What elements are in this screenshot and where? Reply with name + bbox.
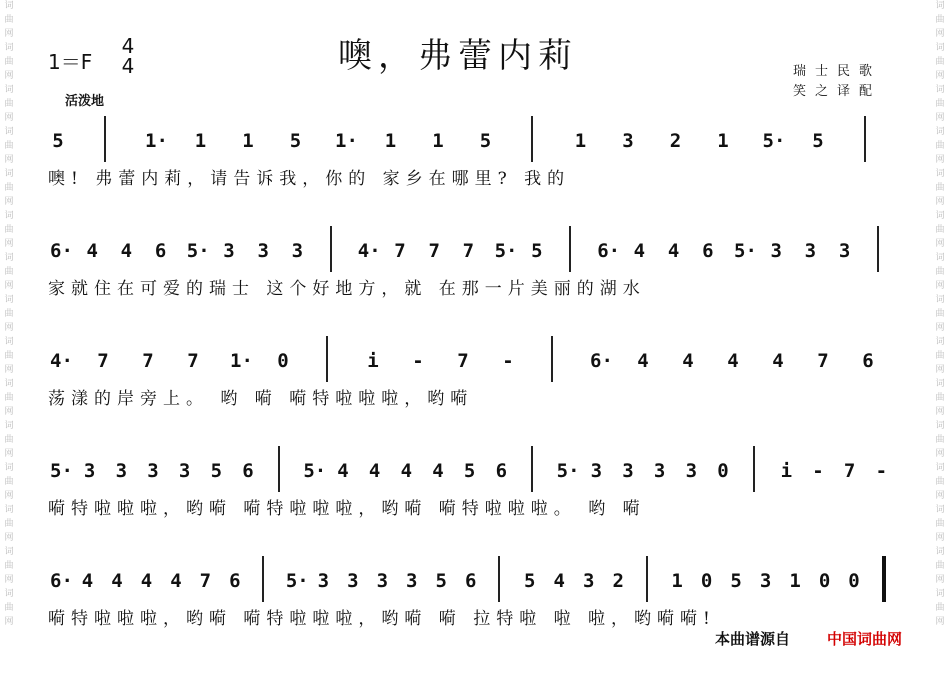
time-signature-bottom: 4 bbox=[121, 54, 135, 78]
watermark-char: 词 bbox=[935, 1, 945, 11]
watermark-char: 词 bbox=[4, 43, 14, 53]
watermark-char: 词 bbox=[935, 295, 945, 305]
watermark-char: 网 bbox=[4, 365, 14, 375]
watermark-char: 网 bbox=[935, 533, 945, 543]
note: 6· bbox=[597, 240, 621, 262]
note: 1 bbox=[432, 130, 444, 152]
note: 3 bbox=[347, 570, 359, 592]
note: 4 bbox=[170, 570, 182, 592]
note: 6 bbox=[242, 460, 254, 482]
lyrics-line: 家就住在可爱的瑞士 这个好地方，就 在那一片美丽的湖水 bbox=[48, 279, 646, 299]
note: 3 bbox=[376, 570, 389, 592]
barline bbox=[326, 336, 328, 382]
note: 1· bbox=[145, 130, 168, 152]
watermark-char: 词 bbox=[935, 253, 945, 263]
watermark-char: 曲 bbox=[4, 519, 14, 529]
watermark-char: 词 bbox=[4, 295, 14, 305]
watermark-char: 网 bbox=[935, 281, 945, 291]
watermark-char: 词 bbox=[935, 463, 945, 473]
note: 3 bbox=[83, 460, 96, 482]
note: 6 bbox=[495, 460, 508, 482]
barline bbox=[498, 556, 500, 602]
watermark-char: 词 bbox=[4, 463, 14, 473]
note: 4 bbox=[432, 460, 444, 482]
watermark-char: 词 bbox=[935, 337, 945, 347]
watermark-char: 网 bbox=[4, 71, 14, 81]
watermark-char: 网 bbox=[4, 29, 14, 39]
final-barline bbox=[882, 556, 886, 602]
barline bbox=[278, 446, 280, 492]
watermark-char: 网 bbox=[4, 617, 14, 627]
watermark-char: 网 bbox=[935, 113, 945, 123]
note: 5· bbox=[50, 460, 73, 482]
barline bbox=[330, 226, 332, 272]
note: 6 bbox=[465, 570, 477, 592]
barline bbox=[646, 556, 648, 602]
watermark-char: 曲 bbox=[4, 309, 14, 319]
note: 7 bbox=[199, 570, 212, 592]
lyrics-line: 嗬特啦啦啦，哟嗬 嗬特啦啦啦，哟嗬 嗬特啦啦啦。 哟 嗬 bbox=[48, 499, 646, 519]
note: 5 bbox=[812, 130, 824, 152]
note: 5 bbox=[289, 130, 302, 152]
note: 6· bbox=[50, 570, 73, 592]
note: 1 bbox=[242, 130, 254, 152]
note: 6 bbox=[154, 240, 167, 262]
note: 6 bbox=[229, 570, 241, 592]
note: 3 bbox=[115, 460, 128, 482]
watermark-char: 曲 bbox=[4, 15, 14, 25]
source-note: 本曲谱源自 bbox=[715, 630, 791, 648]
note: 4 bbox=[633, 240, 646, 262]
watermark-char: 曲 bbox=[935, 435, 945, 445]
watermark-char: 网 bbox=[4, 575, 14, 585]
watermark-char: 网 bbox=[4, 323, 14, 333]
note: 3 bbox=[257, 240, 269, 262]
watermark-char: 网 bbox=[4, 449, 14, 459]
watermark-char: 网 bbox=[935, 239, 945, 249]
watermark-char: 词 bbox=[4, 337, 14, 347]
note: 5· bbox=[494, 240, 518, 262]
watermark-char: 词 bbox=[935, 211, 945, 221]
note: 3 bbox=[291, 240, 304, 262]
note: 7 bbox=[457, 350, 469, 372]
note: 4 bbox=[682, 350, 694, 372]
watermark-char: 词 bbox=[935, 379, 945, 389]
note: - bbox=[812, 460, 824, 482]
note: 4 bbox=[772, 350, 784, 372]
note: i bbox=[367, 350, 379, 372]
note: 3 bbox=[223, 240, 235, 262]
note: 3 bbox=[406, 570, 418, 592]
watermark-char: 曲 bbox=[4, 435, 14, 445]
watermark-char: 曲 bbox=[4, 225, 14, 235]
note: 5· bbox=[762, 130, 786, 152]
note: 0 bbox=[717, 460, 729, 482]
note: 6 bbox=[862, 350, 874, 372]
note: 1· bbox=[335, 130, 358, 152]
note: 6· bbox=[50, 240, 73, 262]
note: 7 bbox=[462, 240, 475, 262]
watermark-char: 曲 bbox=[4, 183, 14, 193]
note: 1 bbox=[789, 570, 801, 592]
note: 7 bbox=[97, 350, 109, 372]
watermark-char: 曲 bbox=[4, 477, 14, 487]
watermark-char: 词 bbox=[935, 589, 945, 599]
watermark-char: 曲 bbox=[935, 57, 945, 67]
note: 4· bbox=[357, 240, 381, 262]
note: 3 bbox=[622, 130, 634, 152]
note: 4 bbox=[86, 240, 98, 262]
note: 7 bbox=[817, 350, 829, 372]
watermark-char: 网 bbox=[935, 575, 945, 585]
site-name: 中国词曲网 bbox=[827, 630, 903, 648]
lyrics-line: 嗬特啦啦啦，哟嗬 嗬特啦啦啦，哟嗬 嗬 拉特啦 啦 啦，哟嗬嗬! bbox=[48, 609, 716, 629]
watermark-char: 曲 bbox=[4, 603, 14, 613]
watermark-char: 网 bbox=[935, 155, 945, 165]
note: 5 bbox=[210, 460, 223, 482]
note: 4 bbox=[727, 350, 739, 372]
watermark-char: 词 bbox=[4, 589, 14, 599]
watermark-char: 词 bbox=[935, 85, 945, 95]
lyrics-line: 噢! 弗蕾内莉，请告诉我，你的 家乡在哪里? 我的 bbox=[48, 169, 571, 189]
watermark-char: 曲 bbox=[4, 99, 14, 109]
note: - bbox=[412, 350, 424, 372]
watermark-char: 曲 bbox=[935, 267, 945, 277]
watermark-char: 词 bbox=[4, 169, 14, 179]
note: 3 bbox=[178, 460, 191, 482]
watermark-char: 曲 bbox=[4, 57, 14, 67]
note: 4 bbox=[368, 460, 381, 482]
note: 4 bbox=[667, 240, 680, 262]
watermark-char: 曲 bbox=[935, 477, 945, 487]
note: 4 bbox=[81, 570, 94, 592]
watermark-char: 曲 bbox=[4, 561, 14, 571]
watermark-char: 词 bbox=[4, 421, 14, 431]
note: 1 bbox=[194, 130, 207, 152]
time-signature bbox=[120, 36, 136, 76]
watermark-char: 词 bbox=[935, 127, 945, 137]
note: 5· bbox=[303, 460, 327, 482]
credit-origin: 瑞士民歌 bbox=[793, 64, 882, 79]
right-watermark bbox=[933, 0, 947, 630]
watermark-char: 网 bbox=[935, 197, 945, 207]
note: 5 bbox=[463, 460, 476, 482]
note: 1 bbox=[671, 570, 683, 592]
note: 3 bbox=[804, 240, 817, 262]
note: 2 bbox=[669, 130, 682, 152]
barline bbox=[551, 336, 553, 382]
note: 4 bbox=[553, 570, 565, 592]
barline bbox=[569, 226, 571, 272]
note: 5· bbox=[556, 460, 580, 482]
note: 1 bbox=[574, 130, 587, 152]
watermark-char: 词 bbox=[935, 169, 945, 179]
note: 4 bbox=[337, 460, 349, 482]
note: 5 bbox=[479, 130, 492, 152]
note: 4 bbox=[111, 570, 123, 592]
note: 4 bbox=[637, 350, 649, 372]
watermark-char: 曲 bbox=[4, 393, 14, 403]
note: 1· bbox=[230, 350, 253, 372]
note: 5· bbox=[285, 570, 309, 592]
lyrics-line: 荡漾的岸旁上。 哟 嗬 嗬特啦啦啦，哟嗬 bbox=[48, 389, 474, 409]
watermark-char: 词 bbox=[4, 1, 14, 11]
barline bbox=[262, 556, 264, 602]
watermark-char: 网 bbox=[4, 407, 14, 417]
left-watermark bbox=[2, 0, 16, 630]
note: 5 bbox=[730, 570, 742, 592]
tempo-marking: 活泼地 bbox=[65, 94, 105, 109]
note: 3 bbox=[622, 460, 634, 482]
watermark-char: 网 bbox=[4, 239, 14, 249]
note: 4 bbox=[140, 570, 153, 592]
note: 5 bbox=[52, 130, 64, 152]
watermark-char: 网 bbox=[935, 71, 945, 81]
note: 3 bbox=[759, 570, 772, 592]
watermark-char: 词 bbox=[935, 421, 945, 431]
note: 5· bbox=[186, 240, 210, 262]
note: 7 bbox=[428, 240, 440, 262]
time-signature-top: 4 bbox=[121, 34, 135, 58]
note: 5 bbox=[531, 240, 543, 262]
song-title: 噢，弗蕾内莉 bbox=[338, 36, 578, 76]
note: 2 bbox=[612, 570, 624, 592]
watermark-char: 词 bbox=[4, 127, 14, 137]
watermark-char: 词 bbox=[4, 547, 14, 557]
watermark-char: 曲 bbox=[935, 561, 945, 571]
note: 3 bbox=[653, 460, 666, 482]
note: 3 bbox=[590, 460, 603, 482]
watermark-char: 词 bbox=[935, 547, 945, 557]
note: - bbox=[502, 350, 514, 372]
note: 3 bbox=[770, 240, 782, 262]
watermark-char: 曲 bbox=[935, 309, 945, 319]
watermark-char: 网 bbox=[4, 155, 14, 165]
barline bbox=[104, 116, 106, 162]
note: 4 bbox=[400, 460, 413, 482]
watermark-char: 网 bbox=[4, 533, 14, 543]
watermark-char: 曲 bbox=[935, 603, 945, 613]
note: 4· bbox=[50, 350, 73, 372]
note: 3 bbox=[685, 460, 698, 482]
watermark-char: 网 bbox=[4, 197, 14, 207]
note: 7 bbox=[394, 240, 406, 262]
note: 3 bbox=[582, 570, 595, 592]
watermark-char: 曲 bbox=[935, 141, 945, 151]
watermark-char: 网 bbox=[935, 29, 945, 39]
watermark-char: 词 bbox=[4, 211, 14, 221]
note: 4 bbox=[120, 240, 133, 262]
watermark-char: 曲 bbox=[935, 351, 945, 361]
note: 5· bbox=[734, 240, 757, 262]
note: 6· bbox=[590, 350, 613, 372]
watermark-char: 网 bbox=[935, 407, 945, 417]
watermark-char: 网 bbox=[4, 281, 14, 291]
barline bbox=[864, 116, 866, 162]
barline bbox=[531, 116, 533, 162]
note: 1 bbox=[384, 130, 397, 152]
watermark-char: 词 bbox=[4, 379, 14, 389]
note: 1 bbox=[717, 130, 729, 152]
watermark-char: 网 bbox=[935, 617, 945, 627]
watermark-char: 网 bbox=[935, 491, 945, 501]
watermark-char: 曲 bbox=[935, 225, 945, 235]
watermark-char: 词 bbox=[935, 43, 945, 53]
watermark-char: 网 bbox=[4, 113, 14, 123]
watermark-char: 词 bbox=[935, 505, 945, 515]
credit-translator: 笑之译配 bbox=[793, 84, 882, 99]
watermark-char: 词 bbox=[4, 253, 14, 263]
watermark-char: 曲 bbox=[935, 99, 945, 109]
note: 3 bbox=[838, 240, 851, 262]
key-signature: 1＝F bbox=[48, 50, 93, 74]
note: 3 bbox=[147, 460, 159, 482]
watermark-char: 曲 bbox=[4, 267, 14, 277]
note: 3 bbox=[317, 570, 330, 592]
watermark-char: 词 bbox=[4, 505, 14, 515]
watermark-char: 曲 bbox=[4, 351, 14, 361]
note: 0 bbox=[700, 570, 713, 592]
barline bbox=[877, 226, 879, 272]
note: 5 bbox=[435, 570, 447, 592]
note: - bbox=[875, 460, 888, 482]
note: i bbox=[780, 460, 793, 482]
watermark-char: 曲 bbox=[935, 15, 945, 25]
watermark-char: 网 bbox=[4, 491, 14, 501]
note: 7 bbox=[187, 350, 199, 372]
note: 5 bbox=[523, 570, 536, 592]
note: 7 bbox=[142, 350, 154, 372]
note: 6 bbox=[702, 240, 714, 262]
watermark-char: 曲 bbox=[935, 183, 945, 193]
note: 0 bbox=[818, 570, 831, 592]
watermark-char: 网 bbox=[935, 365, 945, 375]
watermark-char: 曲 bbox=[935, 519, 945, 529]
note: 7 bbox=[843, 460, 856, 482]
note: 0 bbox=[277, 350, 289, 372]
barline bbox=[531, 446, 533, 492]
barline bbox=[753, 446, 755, 492]
watermark-char: 网 bbox=[935, 323, 945, 333]
watermark-char: 曲 bbox=[935, 393, 945, 403]
watermark-char: 网 bbox=[935, 449, 945, 459]
watermark-char: 词 bbox=[4, 85, 14, 95]
watermark-char: 曲 bbox=[4, 141, 14, 151]
note: 0 bbox=[848, 570, 860, 592]
